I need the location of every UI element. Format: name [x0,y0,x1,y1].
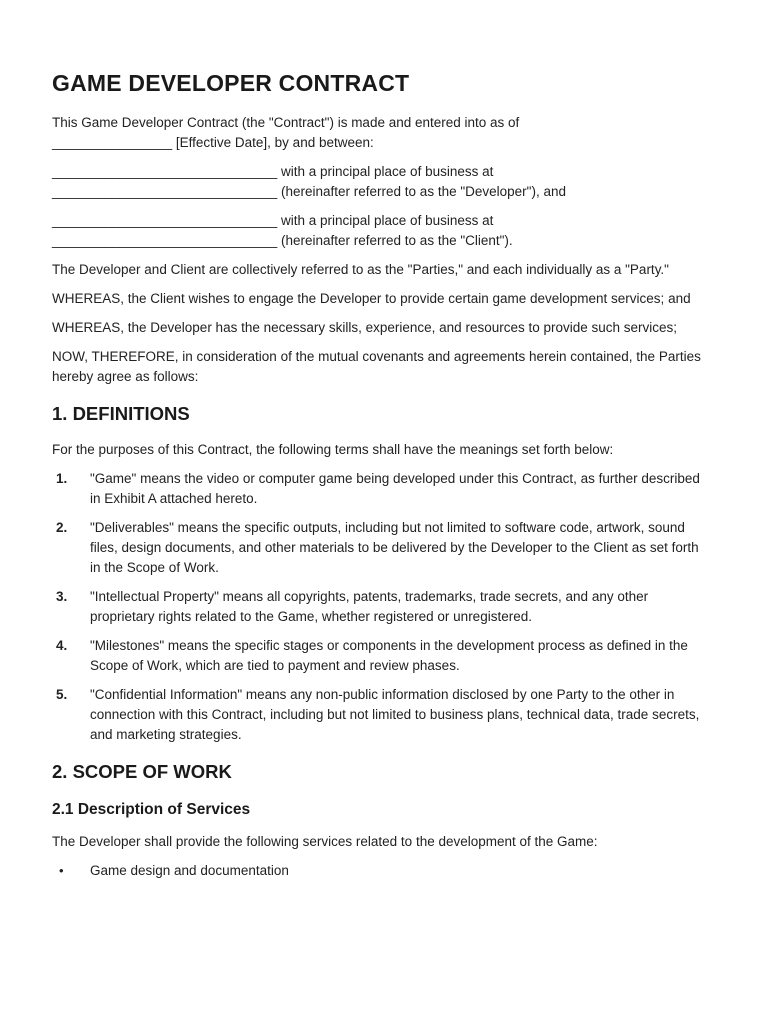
recital-parties: The Developer and Client are collectively referred to as the "Parties," and each individually as a "Party." [52,262,669,277]
list-item-number: 1. [56,471,68,486]
recital-whereas-developer: WHEREAS, the Developer has the necessary skills, experience, and resources to provide such services; [52,320,678,335]
document-title: GAME DEVELOPER CONTRACT [52,70,410,96]
list-item-text: Game design and documentation [90,863,289,878]
list-item-number: 3. [56,589,68,604]
services-list [52,861,770,881]
list-item-text: "Deliverables" means the specific outputs, including but not limited to software code, artwork, sound files, design documents, and other materials to be delivered by the Developer to the Client as set forth in the Scope of Work. [90,520,699,575]
list-item-text: "Confidential Information" means any non-public information disclosed by one Party to the other in connection with this Contract, including but not limited to business plans, technical data, trade secrets, and marketing strategies. [90,687,700,742]
list-item-number: 4. [56,638,68,653]
list-item [52,469,712,509]
list-item [52,518,712,578]
intro-line-1: This Game Developer Contract (the "Contract") is made and entered into as of [52,115,520,130]
party-developer-line-2: ______________________________ (hereinafter referred to as the "Developer"), and [52,184,566,199]
bullet-icon: • [59,863,64,878]
list-item [52,636,712,676]
list-item-number: 2. [56,520,68,535]
party-client-line-2: ______________________________ (hereinafter referred to as the "Client"). [52,233,513,248]
services-lead: The Developer shall provide the following services related to the development of the Game: [52,834,598,849]
definitions-lead: For the purposes of this Contract, the following terms shall have the meanings set forth below: [52,442,614,457]
list-item-text: "Game" means the video or computer game being developed under this Contract, as further described in Exhibit A attached hereto. [90,471,700,506]
subsection-heading-description-of-services: 2.1 Description of Services [52,801,251,818]
definitions-list [52,469,712,745]
recital-now-therefore: NOW, THEREFORE, in consideration of the mutual covenants and agreements herein contained, the Parties hereby agree as follows: [52,349,701,384]
intro-line-2: ________________ [Effective Date], by and between: [52,135,374,150]
section-heading-scope-of-work: 2. SCOPE OF WORK [52,761,232,782]
list-item-text: "Intellectual Property" means all copyrights, patents, trademarks, trade secrets, and any other proprietary rights related to the Game, whether registered or unregistered. [90,589,649,624]
party-block-developer [52,162,770,202]
recital-whereas-client: WHEREAS, the Client wishes to engage the Developer to provide certain game development services; and [52,291,691,306]
section-heading-definitions: 1. DEFINITIONS [52,403,190,424]
list-item [52,861,770,881]
intro-paragraph [52,113,717,153]
list-item [52,685,712,745]
party-block-client [52,211,770,251]
list-item-text: "Milestones" means the specific stages or components in the development process as defined in the Scope of Work, which are tied to payment and review phases. [90,638,688,673]
list-item-number: 5. [56,687,68,702]
party-developer-line-1: ______________________________ with a principal place of business at [52,164,494,179]
list-item [52,587,712,627]
party-client-line-1: ______________________________ with a principal place of business at [52,213,494,228]
